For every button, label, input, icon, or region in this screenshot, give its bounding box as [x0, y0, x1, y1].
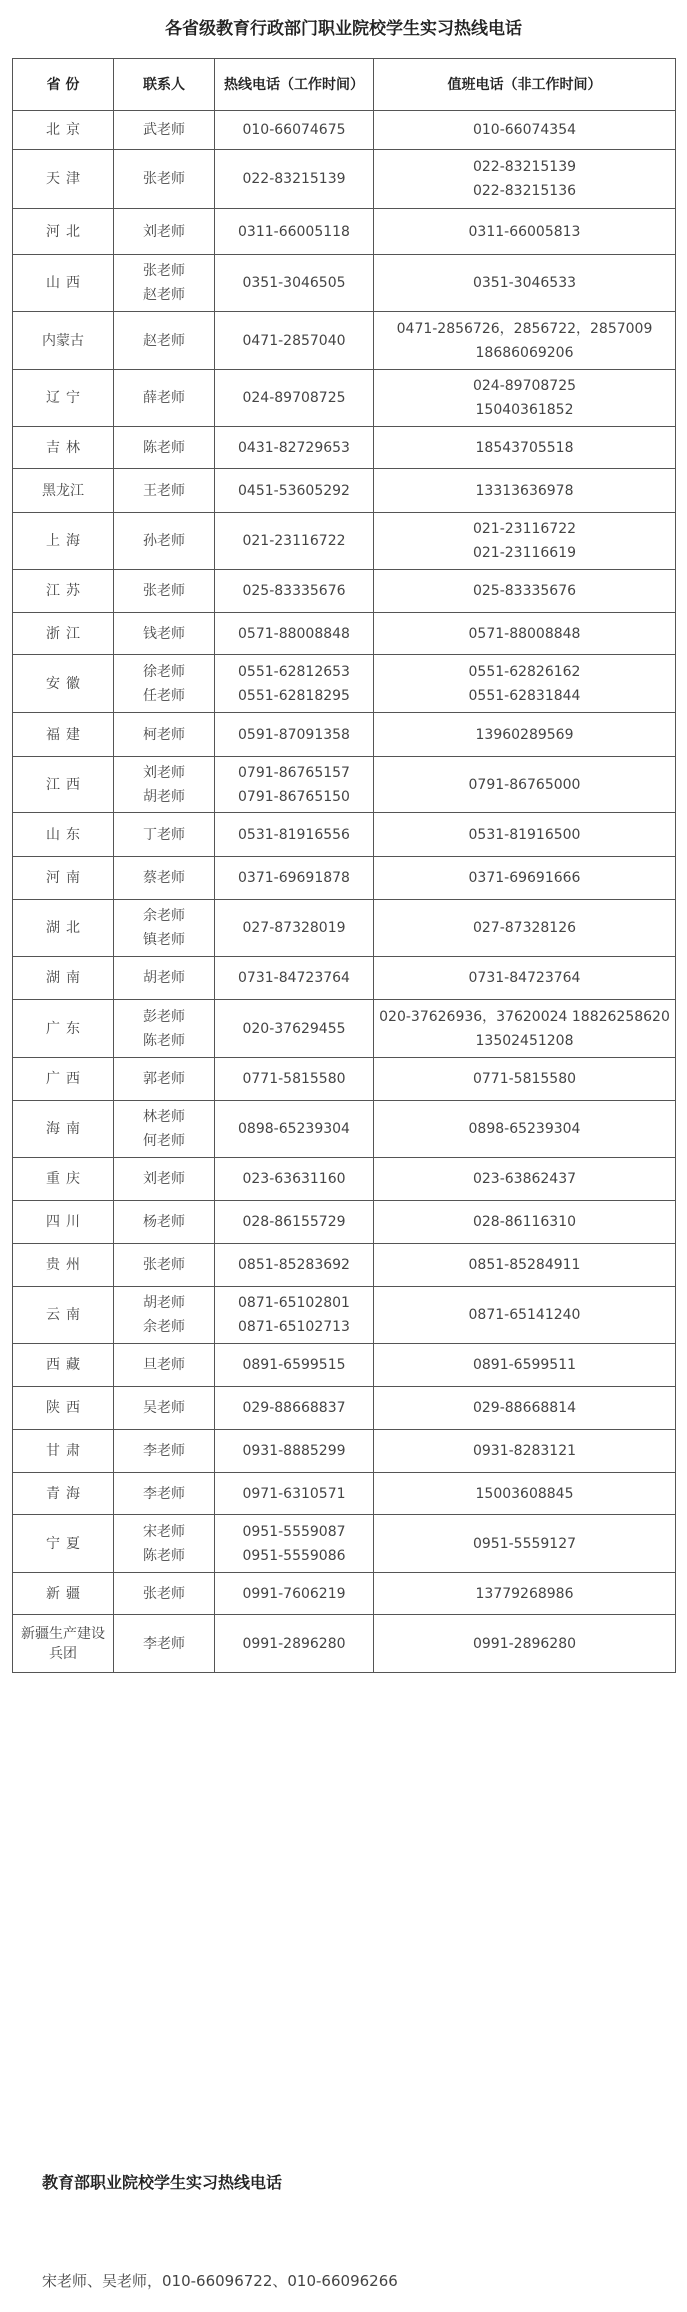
table-row: [13, 1344, 676, 1387]
table-body: [13, 111, 676, 1673]
duty-phone-cell: [374, 1473, 676, 1515]
contact-cell: [114, 1515, 215, 1573]
table-row: [13, 655, 676, 713]
province-cell: 宁夏: [13, 1515, 114, 1573]
duty-phone-line: 0311-66005813: [468, 223, 581, 240]
duty-phone-cell: [374, 513, 676, 570]
contact-line: 王老师: [143, 482, 185, 499]
contact-cell: [114, 370, 215, 427]
hotline-phone-line: 028-86155729: [242, 1214, 346, 1230]
table-row: [13, 312, 676, 370]
contact-line: 张老师: [143, 583, 185, 599]
contact-line: 张老师: [143, 1257, 185, 1273]
table-header-row: [13, 59, 676, 111]
province-cell: 北京: [13, 111, 114, 150]
duty-phone-cell: [374, 1430, 676, 1473]
table-row: [13, 957, 676, 1000]
table-row: [13, 513, 676, 570]
table-row: [13, 1000, 676, 1058]
duty-phone-cell: [374, 713, 676, 757]
province-cell: 内蒙古: [13, 312, 114, 370]
duty-phone-line: 0991-2896280: [472, 1635, 577, 1652]
province-cell: 贵州: [13, 1244, 114, 1287]
contact-cell: [114, 469, 215, 513]
hotline-phone-cell: [215, 1430, 374, 1473]
hotline-phone-cell: [215, 469, 374, 513]
hotline-phone-cell: [215, 513, 374, 570]
duty-phone-cell: [374, 655, 676, 713]
hotline-phone-line: 021-23116722: [242, 533, 346, 549]
duty-phone-cell: [374, 1000, 676, 1058]
table-row: [13, 1201, 676, 1244]
duty-phone-cell: [374, 370, 676, 427]
hotline-phone-line: 0571-88008848: [238, 625, 350, 642]
province-cell: 西藏: [13, 1344, 114, 1387]
duty-phone-line: 021-23116619: [472, 545, 577, 561]
contact-line: 张老师: [143, 171, 185, 187]
table-row: [13, 427, 676, 469]
contact-line: 赵老师: [143, 332, 185, 349]
province-cell: 江西: [13, 757, 114, 813]
contact-cell: [114, 900, 215, 957]
page-title: 各省级教育行政部门职业院校学生实习热线电话: [165, 19, 522, 39]
contact-cell: [114, 1430, 215, 1473]
duty-phone-cell: [374, 1515, 676, 1573]
contact-line: 徐老师: [143, 663, 185, 680]
hotline-phone-cell: [215, 813, 374, 857]
duty-phone-line: 13313636978: [475, 482, 574, 499]
contact-line: 柯老师: [143, 726, 185, 743]
duty-phone-line: 15003608845: [475, 1485, 574, 1502]
duty-phone-cell: [374, 469, 676, 513]
hotline-phone-cell: [215, 655, 374, 713]
contact-cell: [114, 655, 215, 713]
hotline-phone-line: 0791-86765150: [238, 788, 350, 805]
contact-cell: [114, 1201, 215, 1244]
contact-line: 张老师: [143, 1585, 185, 1602]
duty-phone-line: 028-86116310: [472, 1214, 577, 1230]
hotline-phone-cell: [215, 255, 374, 312]
contact-cell: [114, 957, 215, 1000]
province-cell: 上海: [13, 513, 114, 570]
table-row: [13, 613, 676, 655]
province-cell: 江苏: [13, 570, 114, 613]
table-row: [13, 469, 676, 513]
province-cell: 新疆生产建设兵团: [13, 1615, 114, 1673]
hotline-phone-line: 0898-65239304: [238, 1121, 350, 1137]
hotline-phone-line: 025-83335676: [242, 583, 346, 599]
table-row: [13, 1387, 676, 1430]
contact-line: 张老师: [143, 263, 185, 279]
hotline-phone-line: 0871-65102713: [238, 1319, 350, 1335]
province-cell: 山西: [13, 255, 114, 312]
table-row: [13, 255, 676, 312]
duty-phone-line: 0471-2856726，2856722，2857009: [396, 320, 653, 337]
hotline-phone-line: 023-63631160: [242, 1171, 346, 1187]
province-cell: 浙江: [13, 613, 114, 655]
hotline-table: [12, 58, 676, 1673]
table-row: [13, 370, 676, 427]
duty-phone-line: 0931-8283121: [472, 1443, 577, 1459]
province-cell: 四川: [13, 1201, 114, 1244]
hotline-phone-cell: [215, 1158, 374, 1201]
duty-phone-line: 021-23116722: [472, 521, 577, 537]
hotline-phone-line: 0731-84723764: [238, 970, 350, 986]
table-row: [13, 1287, 676, 1344]
hotline-phone-line: 0851-85283692: [238, 1257, 350, 1273]
duty-phone-line: 0531-81916500: [468, 826, 581, 843]
duty-phone-cell: [374, 900, 676, 957]
hotline-phone-cell: [215, 209, 374, 255]
hotline-phone-line: 0931-8885299: [242, 1443, 346, 1459]
duty-phone-cell: [374, 209, 676, 255]
table-row: [13, 1058, 676, 1101]
contact-cell: [114, 209, 215, 255]
header-duty-phone: 值班电话（非工作时间）: [374, 59, 676, 111]
table-row: [13, 1430, 676, 1473]
hotline-phone-cell: [215, 1473, 374, 1515]
contact-line: 陈老师: [143, 1032, 185, 1049]
hotline-phone-line: 022-83215139: [242, 171, 346, 187]
province-cell: 河南: [13, 857, 114, 900]
duty-phone-cell: [374, 813, 676, 857]
duty-phone-line: 0771-5815580: [472, 1071, 577, 1087]
province-cell: 黑龙江: [13, 469, 114, 513]
contact-line: 刘老师: [143, 223, 185, 240]
duty-phone-cell: [374, 1573, 676, 1615]
contact-line: 武老师: [143, 122, 185, 138]
duty-phone-line: 18543705518: [475, 439, 574, 456]
duty-phone-line: 0891-6599511: [472, 1357, 577, 1373]
contact-line: 陈老师: [143, 439, 185, 456]
table-row: [13, 757, 676, 813]
duty-phone-line: 15040361852: [475, 402, 574, 418]
hotline-phone-line: 010-66074675: [242, 122, 346, 138]
duty-phone-cell: [374, 957, 676, 1000]
duty-phone-line: 027-87328126: [472, 920, 577, 936]
province-cell: 湖北: [13, 900, 114, 957]
hotline-phone-cell: [215, 1387, 374, 1430]
contact-cell: [114, 427, 215, 469]
hotline-phone-line: 0771-5815580: [242, 1071, 346, 1087]
province-cell: 重庆: [13, 1158, 114, 1201]
duty-phone-cell: [374, 757, 676, 813]
hotline-phone-cell: [215, 1515, 374, 1573]
duty-phone-cell: [374, 1058, 676, 1101]
duty-phone-line: 13779268986: [475, 1585, 574, 1602]
table-row: [13, 1101, 676, 1158]
table-row: [13, 1244, 676, 1287]
duty-phone-line: 0351-3046533: [472, 275, 577, 291]
hotline-phone-cell: [215, 957, 374, 1000]
duty-phone-line: 029-88668814: [472, 1400, 577, 1416]
contact-line: 旦老师: [143, 1357, 185, 1373]
ministry-hotline-contact: 宋老师、吴老师，010-66096722、010-66096266: [42, 2272, 398, 2290]
contact-line: 彭老师: [143, 1008, 185, 1025]
duty-phone-line: 0371-69691666: [468, 870, 581, 886]
hotline-phone-cell: [215, 857, 374, 900]
contact-cell: [114, 255, 215, 312]
table-row: [13, 1615, 676, 1673]
province-cell: 吉林: [13, 427, 114, 469]
table-row: [13, 1515, 676, 1573]
duty-phone-cell: [374, 1615, 676, 1673]
hotline-phone-line: 0471-2857040: [242, 332, 346, 349]
hotline-phone-line: 029-88668837: [242, 1400, 346, 1416]
hotline-phone-cell: [215, 312, 374, 370]
contact-line: 镇老师: [143, 932, 185, 948]
hotline-phone-cell: [215, 900, 374, 957]
duty-phone-line: 023-63862437: [472, 1171, 577, 1187]
hotline-phone-cell: [215, 757, 374, 813]
contact-line: 刘老师: [143, 1171, 185, 1187]
hotline-phone-line: 0891-6599515: [242, 1357, 346, 1373]
hotline-phone-cell: [215, 1101, 374, 1158]
contact-line: 宋老师: [143, 1523, 185, 1540]
hotline-phone-cell: [215, 1344, 374, 1387]
hotline-phone-cell: [215, 1058, 374, 1101]
hotline-phone-cell: [215, 570, 374, 613]
duty-phone-line: 022-83215136: [472, 183, 577, 199]
hotline-phone-line: 0351-3046505: [242, 275, 346, 291]
contact-cell: [114, 1344, 215, 1387]
duty-phone-cell: [374, 1244, 676, 1287]
province-cell: 甘肃: [13, 1430, 114, 1473]
duty-phone-cell: [374, 1387, 676, 1430]
contact-line: 孙老师: [143, 533, 185, 549]
hotline-phone-line: 0431-82729653: [238, 439, 350, 456]
duty-phone-cell: [374, 1201, 676, 1244]
table-row: [13, 209, 676, 255]
contact-line: 林老师: [143, 1109, 185, 1125]
duty-phone-cell: [374, 111, 676, 150]
duty-phone-line: 0731-84723764: [468, 970, 581, 986]
header-province: 省 份: [13, 59, 114, 111]
hotline-phone-line: 024-89708725: [242, 390, 346, 406]
contact-cell: [114, 857, 215, 900]
hotline-phone-line: 0551-62818295: [238, 687, 350, 704]
contact-line: 陈老师: [143, 1547, 185, 1564]
contact-line: 余老师: [143, 908, 185, 924]
duty-phone-line: 0851-85284911: [468, 1257, 581, 1273]
header-contact: 联系人: [114, 59, 215, 111]
duty-phone-line: 13960289569: [475, 726, 574, 743]
hotline-phone-cell: [215, 713, 374, 757]
table-row: [13, 1158, 676, 1201]
duty-phone-line: 0898-65239304: [468, 1121, 581, 1137]
hotline-phone-cell: [215, 1573, 374, 1615]
ministry-hotline-heading: 教育部职业院校学生实习热线电话: [42, 2173, 283, 2192]
hotline-phone-line: 0311-66005118: [238, 223, 350, 240]
duty-phone-cell: [374, 613, 676, 655]
contact-cell: [114, 713, 215, 757]
contact-cell: [114, 613, 215, 655]
province-cell: 河北: [13, 209, 114, 255]
duty-phone-cell: [374, 857, 676, 900]
hotline-phone-line: 0551-62812653: [238, 663, 350, 680]
province-cell: 辽宁: [13, 370, 114, 427]
contact-line: 蔡老师: [143, 870, 185, 886]
duty-phone-line: 0571-88008848: [468, 625, 581, 642]
duty-phone-cell: [374, 1101, 676, 1158]
contact-line: 李老师: [143, 1635, 185, 1652]
duty-phone-cell: [374, 570, 676, 613]
province-cell: 山东: [13, 813, 114, 857]
hotline-phone-line: 0591-87091358: [238, 726, 350, 743]
contact-line: 丁老师: [143, 826, 185, 843]
contact-cell: [114, 1000, 215, 1058]
contact-line: 余老师: [143, 1319, 185, 1335]
contact-line: 赵老师: [143, 287, 185, 303]
table-row: [13, 150, 676, 209]
contact-cell: [114, 312, 215, 370]
duty-phone-line: 0551-62826162: [468, 663, 581, 680]
contact-cell: [114, 570, 215, 613]
hotline-phone-cell: [215, 111, 374, 150]
province-cell: 青海: [13, 1473, 114, 1515]
contact-line: 刘老师: [143, 764, 185, 781]
contact-cell: [114, 1244, 215, 1287]
hotline-phone-cell: [215, 613, 374, 655]
province-cell: 海南: [13, 1101, 114, 1158]
hotline-phone-line: 0531-81916556: [238, 826, 350, 843]
contact-line: 胡老师: [143, 1295, 185, 1311]
province-cell: 湖南: [13, 957, 114, 1000]
table-header: [13, 59, 676, 111]
contact-line: 胡老师: [143, 970, 185, 986]
hotline-phone-line: 0991-7606219: [242, 1585, 346, 1602]
hotline-phone-line: 0791-86765157: [238, 764, 350, 781]
contact-cell: [114, 1473, 215, 1515]
contact-cell: [114, 1387, 215, 1430]
table-row: [13, 1573, 676, 1615]
duty-phone-line: 0791-86765000: [468, 776, 581, 793]
province-cell: 天津: [13, 150, 114, 209]
contact-cell: [114, 1158, 215, 1201]
duty-phone-line: 18686069206: [475, 344, 574, 361]
duty-phone-line: 0871-65141240: [468, 1307, 581, 1323]
hotline-phone-cell: [215, 1615, 374, 1673]
hotline-phone-cell: [215, 427, 374, 469]
duty-phone-line: 022-83215139: [472, 159, 577, 175]
table-row: [13, 111, 676, 150]
contact-cell: [114, 1573, 215, 1615]
duty-phone-line: 0551-62831844: [468, 687, 581, 704]
contact-cell: [114, 813, 215, 857]
duty-phone-cell: [374, 427, 676, 469]
duty-phone-line: 024-89708725: [472, 378, 577, 394]
table-row: [13, 900, 676, 957]
contact-cell: [114, 1287, 215, 1344]
contact-line: 李老师: [143, 1443, 185, 1459]
hotline-phone-line: 020-37629455: [242, 1020, 346, 1037]
table-row: [13, 857, 676, 900]
province-cell: 云南: [13, 1287, 114, 1344]
contact-line: 何老师: [143, 1133, 185, 1149]
contact-line: 钱老师: [143, 625, 185, 642]
contact-cell: [114, 1615, 215, 1673]
contact-cell: [114, 1101, 215, 1158]
duty-phone-line: 025-83335676: [472, 583, 577, 599]
contact-line: 任老师: [143, 687, 185, 704]
province-cell: 安徽: [13, 655, 114, 713]
header-hotline: 热线电话（工作时间）: [215, 59, 374, 111]
hotline-phone-cell: [215, 1244, 374, 1287]
province-cell: 新疆: [13, 1573, 114, 1615]
duty-phone-line: 010-66074354: [472, 122, 577, 138]
table-row: [13, 813, 676, 857]
province-cell: 陕西: [13, 1387, 114, 1430]
duty-phone-cell: [374, 1287, 676, 1344]
duty-phone-cell: [374, 1158, 676, 1201]
table-row: [13, 1473, 676, 1515]
hotline-phone-line: 0971-6310571: [242, 1485, 346, 1502]
contact-cell: [114, 513, 215, 570]
contact-cell: [114, 1058, 215, 1101]
hotline-phone-line: 0371-69691878: [238, 870, 350, 886]
hotline-phone-cell: [215, 150, 374, 209]
hotline-phone-line: 0871-65102801: [238, 1295, 350, 1311]
duty-phone-cell: [374, 1344, 676, 1387]
hotline-phone-line: 0951-5559087: [242, 1523, 346, 1540]
hotline-phone-line: 027-87328019: [242, 920, 346, 936]
province-cell: 广西: [13, 1058, 114, 1101]
hotline-phone-cell: [215, 1000, 374, 1058]
province-cell: 福建: [13, 713, 114, 757]
contact-line: 郭老师: [143, 1071, 185, 1087]
contact-line: 吴老师: [143, 1400, 185, 1416]
contact-line: 杨老师: [143, 1214, 185, 1230]
table-row: [13, 713, 676, 757]
duty-phone-line: 020-37626936，37620024 18826258620: [379, 1008, 670, 1025]
duty-phone-cell: [374, 150, 676, 209]
hotline-phone-line: 0451-53605292: [238, 482, 350, 499]
contact-cell: [114, 757, 215, 813]
contact-cell: [114, 150, 215, 209]
duty-phone-line: 0951-5559127: [472, 1535, 577, 1552]
hotline-phone-line: 0991-2896280: [242, 1635, 346, 1652]
duty-phone-cell: [374, 255, 676, 312]
table-row: [13, 570, 676, 613]
duty-phone-cell: [374, 312, 676, 370]
hotline-phone-cell: [215, 1201, 374, 1244]
contact-line: 胡老师: [143, 788, 185, 805]
hotline-phone-cell: [215, 370, 374, 427]
contact-cell: [114, 111, 215, 150]
hotline-phone-cell: [215, 1287, 374, 1344]
hotline-phone-line: 0951-5559086: [242, 1547, 346, 1564]
contact-line: 李老师: [143, 1485, 185, 1502]
province-cell: 广东: [13, 1000, 114, 1058]
contact-line: 薛老师: [143, 390, 185, 406]
duty-phone-line: 13502451208: [475, 1032, 574, 1049]
